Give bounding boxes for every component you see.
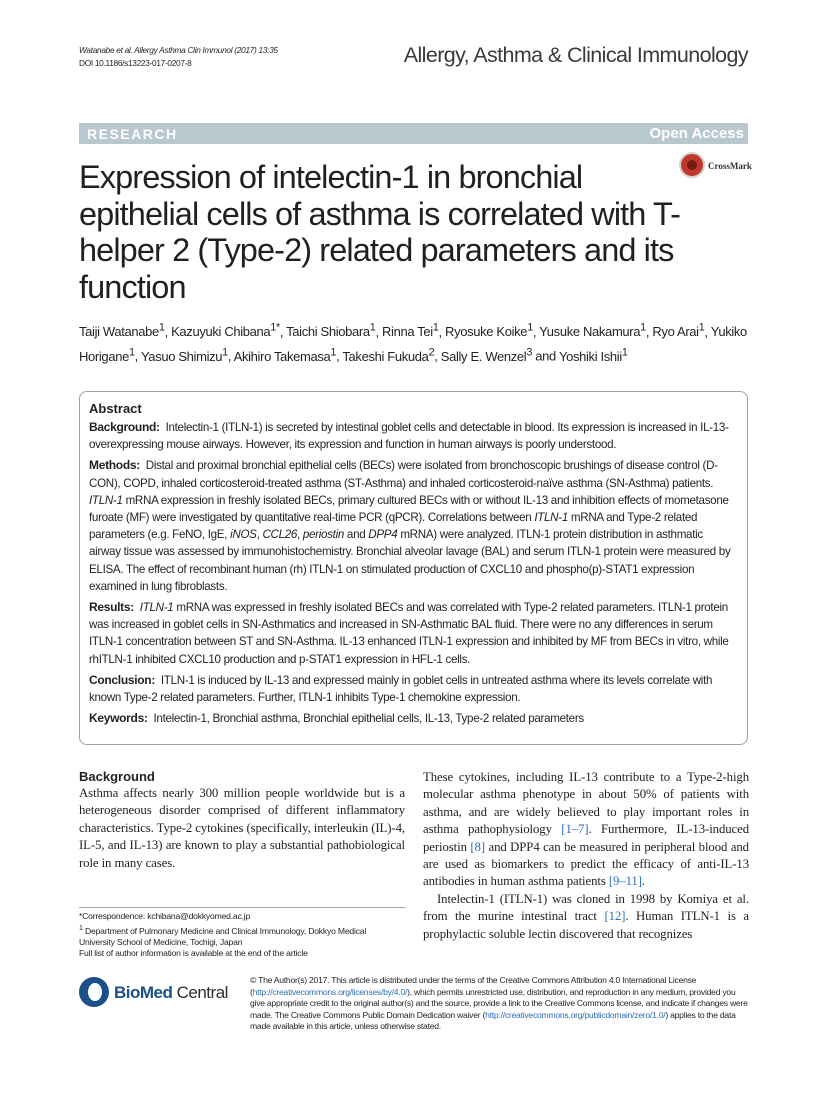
license-link[interactable]: http://creativecommons.org/licenses/by/4.0/ <box>252 986 408 997</box>
abstract-heading: Abstract <box>89 401 142 416</box>
abstract-methods: Methods: Distal and proximal bronchial epithelial cells (BECs) were isolated from bronchoscopic brushings of disease control (D-CON), COPD, inhaled corticosteroid-treated asthma (ST-Asthma) and inhaled corticosteroid-naïve asthma (SN-Asthma) patients. ITLN-1 mRNA expression in freshly isolated BECs, primary cultured BECs with or without IL-13 and inhibition effects of mometasone furoate (MF) were investigated by quantitative real-time PCR (qPCR). Correlations between ITLN-1 mRNA and Type-2 related parameters (e.g. FeNO, IgE, iNOS, CCL26, periostin and DPP4 mRNA) were analyzed. ITLN-1 protein distribution in asthmatic airway tissue was assessed by immunohistochemistry. Bronchial alveolar lavage (BAL) and serum ITLN-1 protein were measured by ELISA. The effect of recombinant human (rh) ITLN-1 on stimulated production of CXCL10 and phospho(p)-STAT1 expression examined in lung fibroblasts. <box>89 458 731 593</box>
open-access-label: Open Access <box>649 125 744 142</box>
author: Yoshiki Ishii$^1$ <box>558 346 628 364</box>
public-domain-link[interactable]: http://creativecommons.org/publicdomain/zero/1.0/ <box>485 1009 666 1020</box>
author: Yusuke Nakamura$^1$ <box>539 322 646 340</box>
biomed-central-icon <box>79 977 109 1007</box>
reference-link[interactable]: [9–11] <box>608 874 642 889</box>
author: Kazuyuki Chibana$^{1*}$ <box>171 322 280 340</box>
author: Rinna Tei$^1$ <box>382 322 439 340</box>
reference-link[interactable]: [12] <box>604 909 626 924</box>
authors-and: and <box>535 348 556 364</box>
author: Ryo Arai$^1$ <box>652 322 705 340</box>
footnote <box>79 907 399 960</box>
abstract-conclusion: Conclusion: ITLN-1 is induced by IL-13 and expressed mainly in goblet cells in untreated asthma where its levels correlate with known Type-2 related parameters. Further, ITLN-1 inhibits Type-1 chemokine expression. <box>89 672 713 705</box>
license-text: © The Author(s) 2017. This article is distributed under the terms of the Creative Commons Attribution 4.0 International License (http://creativecommons.org/licenses/by/4.0/), which permits unrestricted use, distribution, and reproduction in any medium, provided you give appropriate credit to the original author(s) and the source, provide a link to the Creative Commons license, and indicate if changes were made. The Creative Commons Public Domain Dedication waiver (http://creativecommons.org/publicdomain/zero/1.0/) applies to the data made available in this article, unless otherwise stated. <box>250 975 748 1032</box>
citation: Watanabe et al. Allergy Asthma Clin Immunol (2017) 13:35 <box>79 45 278 55</box>
author: Akihiro Takemasa$^1$ <box>233 346 337 364</box>
abstract-background: Background: Intelectin-1 (ITLN-1) is secreted by intestinal goblet cells and detectable in blood. Its expression is increased in IL-13-overexpressing mouse airways. However, its expression and function in human airways is poorly understood. <box>89 420 729 452</box>
crossmark-label: CrossMark <box>708 161 752 171</box>
article-title: Expression of intelectin-1 in bronchial epithelial cells of asthma is correlated with T-helper 2 (Type-2) related parameters and its function <box>79 159 681 305</box>
abstract-box <box>79 391 748 745</box>
abstract-results: Results: ITLN-1 mRNA was expressed in freshly isolated BECs and was correlated with Type-2 related parameters. ITLN-1 protein was increased in goblet cells in SN-Asthmatics and increased in SN-Asthmatic BAL fluid. There were no any differences in serum ITLN-1 concentration between ST and SN-Asthma. IL-13 enhanced ITLN-1 expression and inhibited by MF from BECs in vitro, while rhITLN-1 inhibited CXCL10 production and p-STAT1 expression in HFL-1 cells. <box>89 600 729 666</box>
author: Ryosuke Koike$^1$ <box>445 322 533 340</box>
publisher-name: BioMed Central <box>114 983 228 1002</box>
full-list-note: Full list of author information is available at the end of the article <box>79 948 308 959</box>
body-column-right <box>423 769 749 943</box>
correspondence: *Correspondence: kchibana@dokkyomed.ac.jp <box>79 911 251 921</box>
abstract-keywords: Keywords: Intelectin-1, Bronchial asthma, Bronchial epithelial cells, IL-13, Type-2 related parameters <box>89 711 584 726</box>
footnote-divider <box>79 907 405 908</box>
paragraph: These cytokines, including IL-13 contribute to a Type-2-high molecular asthma phenotype in about 50% of patients with asthma, and are widely believed to play important roles in asthma pathophysiology [1–7]. Furthermore, IL-13-induced periostin [8] and DPP4 can be measured in peripheral blood and are used as biomarkers to predict the efficacy of anti-IL-13 antibodies in human asthma patients [9–11]. <box>423 770 750 889</box>
journal-name: Allergy, Asthma & Clinical Immunology <box>403 43 748 67</box>
biomed-central-logo <box>79 977 239 1011</box>
body-column-left <box>79 769 405 872</box>
author: Sally E. Wenzel$^3$ <box>440 346 533 364</box>
article-type-band <box>79 123 748 144</box>
author: Takeshi Fukuda$^2$ <box>342 346 435 364</box>
author: Yasuo Shimizu$^1$ <box>140 346 228 364</box>
author: Taiji Watanabe$^1$ <box>79 322 165 340</box>
author-list: Taiji Watanabe$^1$, Kazuyuki Chibana$^{1*}$, Taichi Shiobara$^1$, Rinna Tei$^1$, Ryosuke Koike$^1$, Yusuke Nakamura$^1$, Ryo Arai$^1$, Yukiko Horigane$^1$, Yasuo Shimizu$^1$, Akihiro Takemasa$^1$, Takeshi Fukuda$^2$, Sally E. Wenzel$^3$ and Yoshiki Ishii$^1$ <box>79 322 747 364</box>
affiliation: $^1$ Department of Pulmonary Medicine and Clinical Immunology, Dokkyo Medical University School of Medicine, Tochigi, Japan <box>79 923 367 947</box>
author: Yukiko Horigane$^1$ <box>79 324 747 364</box>
research-label: RESEARCH <box>87 126 178 142</box>
author: Taichi Shiobara$^1$ <box>286 322 376 340</box>
doi: DOI 10.1186/s13223-017-0207-8 <box>79 58 192 68</box>
reference-link[interactable]: [8] <box>470 839 485 854</box>
reference-link[interactable]: [1–7] <box>561 822 589 837</box>
paragraph: Intelectin-1 (ITLN-1) was cloned in 1998 by Komiya et al. from the murine intestinal tract [12]. Human ITLN-1 is a prophylactic soluble lectin discovered that recognizes <box>423 891 750 941</box>
paragraph: Asthma affects nearly 300 million people worldwide but is a heterogeneous disorder comprised of different inflammatory characteristics. Type-2 cytokines (specifically, interleukin (IL)-4, IL-5, and IL-13) are known to play a substantial pathobiological role in many cases. <box>79 786 405 870</box>
citation-block <box>79 44 278 70</box>
section-heading: Background <box>79 769 155 784</box>
